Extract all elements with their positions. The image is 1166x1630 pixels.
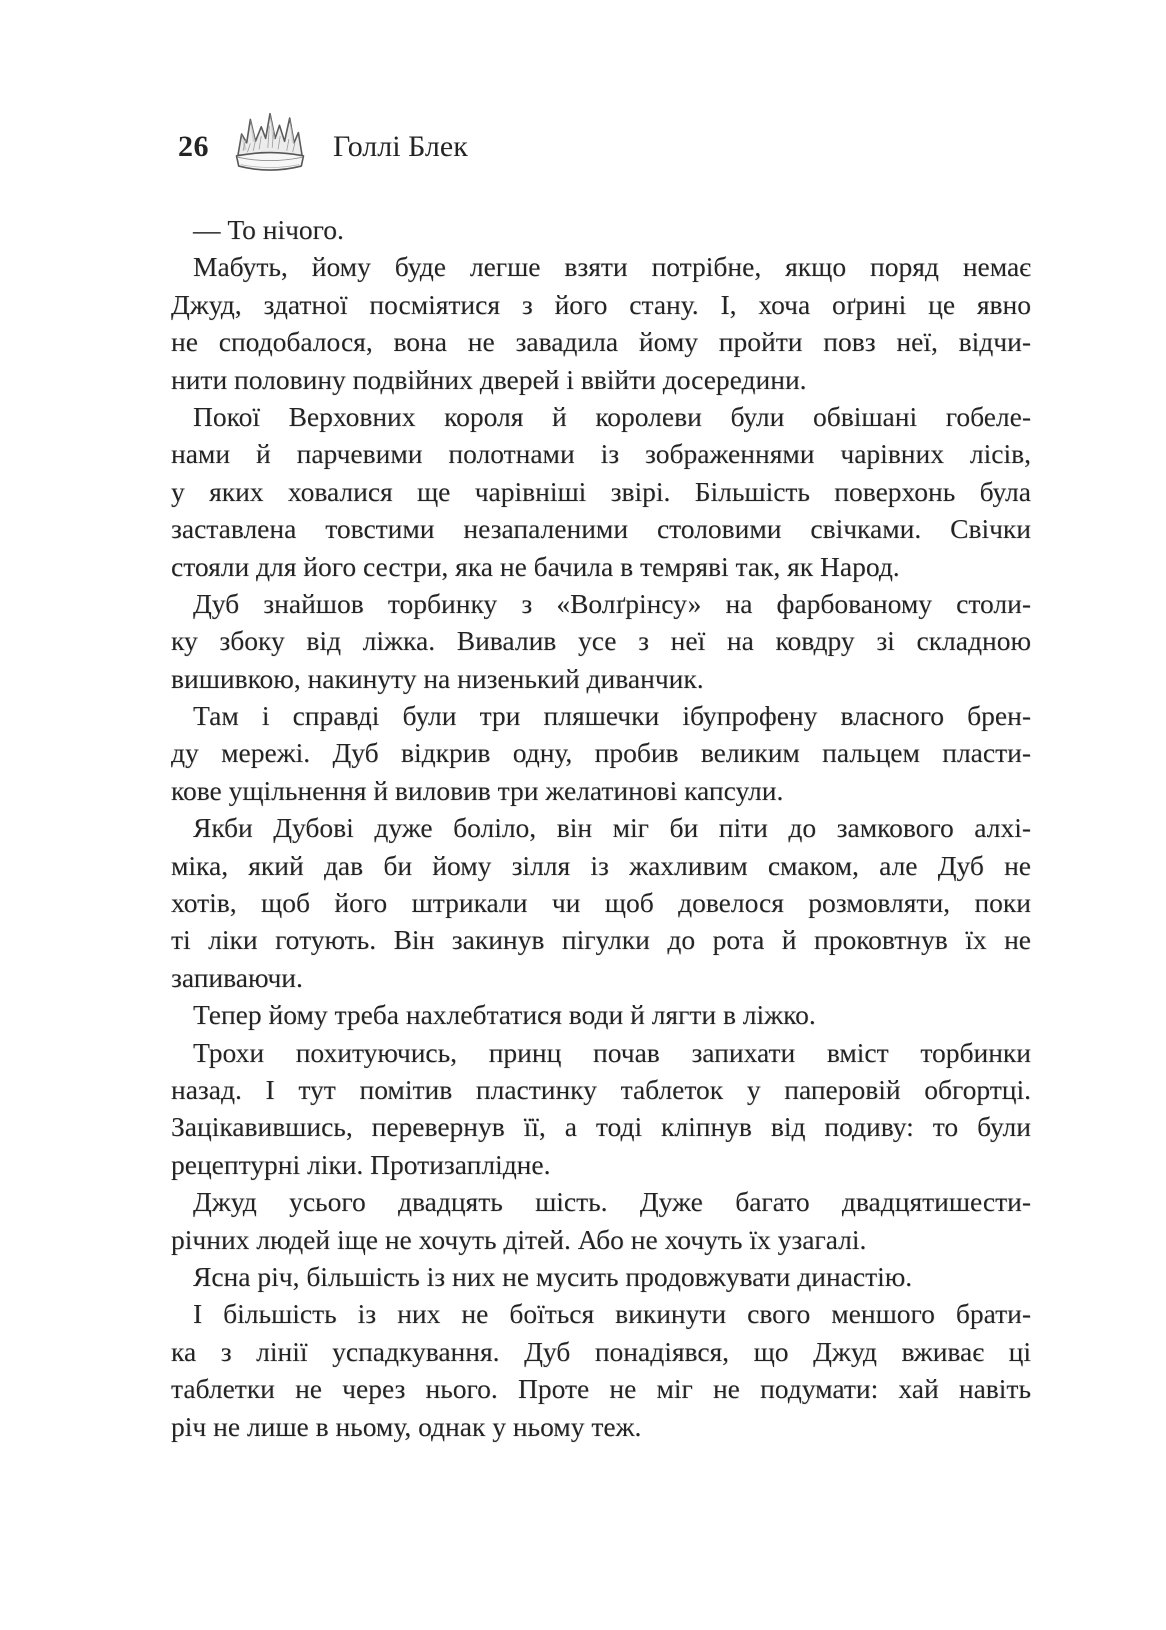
text-line: Джуд усього двадцять шість. Дуже багато двадцятишести- — [193, 1186, 1031, 1218]
text-line: міка, який дав би йому зілля із жахливим смаком, але Дуб не — [171, 849, 1031, 881]
text-line: запиваючи. — [171, 961, 303, 993]
page-body — [171, 211, 1031, 1445]
text-line: рецептурні ліки. Протизаплідне. — [171, 1148, 551, 1180]
text-line: Покої Верховних короля й королеви були обвішані гобеле- — [193, 400, 1031, 432]
text-line: Ясна річ, більшість із них не мусить продовжувати династію. — [193, 1260, 913, 1292]
text-line: річних людей іще не хочуть дітей. Або не хочуть їх узагалі. — [171, 1223, 867, 1255]
text-line: таблетки не через нього. Проте не міг не подумати: хай навіть — [171, 1373, 1031, 1405]
paragraph — [171, 398, 1031, 585]
paragraph — [171, 1258, 1031, 1295]
text-line: заставлена товстими незапаленими столовими свічками. Свічки — [171, 513, 1031, 545]
paragraph — [171, 211, 1031, 248]
text-line: Мабуть, йому буде легше взяти потрібне, якщо поряд немає — [193, 251, 1031, 283]
text-line: річ не лише в ньому, однак у ньому теж. — [171, 1410, 642, 1442]
paragraph — [171, 1295, 1031, 1445]
paragraph — [171, 697, 1031, 809]
text-line: нити половину подвійних дверей і ввійти досередини. — [171, 363, 807, 395]
text-line: І більшість із них не боїться викинути свого меншого брати- — [193, 1298, 1031, 1330]
paragraph — [171, 585, 1031, 697]
text-line: хотів, щоб його штрикали чи щоб довелося розмовляти, поки — [171, 887, 1031, 919]
paragraph — [171, 1183, 1031, 1258]
text-line: у яких ховалися ще чарівніші звірі. Більшість поверхонь була — [171, 475, 1031, 507]
running-header-author: Голлі Блек — [333, 130, 468, 163]
text-line: ку збоку від ліжка. Вивалив усе з неї на ковдру зі складною — [171, 625, 1031, 657]
text-line: ті ліки готують. Він закинув пігулки до рота й проковтнув їх не — [171, 924, 1031, 956]
text-line: Джуд, здатної посміятися з його стану. І, хоча оґрині це явно — [171, 288, 1031, 320]
text-line: Там і справді були три пляшечки ібупрофену власного брен- — [193, 700, 1031, 732]
text-line: не сподобалося, вона не завадила йому пройти повз неї, відчи- — [171, 326, 1031, 358]
text-line: назад. І тут помітив пластинку таблеток у паперовій обгортці. — [171, 1073, 1031, 1105]
text-line: ду мережі. Дуб відкрив одну, пробив великим пальцем пласти- — [171, 737, 1031, 769]
paragraph — [171, 996, 1031, 1033]
paragraph — [171, 1034, 1031, 1184]
text-line: Зацікавившись, перевернув її, а тоді кліпнув від подиву: то були — [171, 1111, 1031, 1143]
page-number: 26 — [178, 130, 209, 163]
text-line: кове ущільнення й виловив три желатинові капсули. — [171, 774, 784, 806]
text-line: Якби Дубові дуже боліло, він міг би піти до замкового алхі- — [193, 812, 1031, 844]
text-line: стояли для його сестри, яка не бачила в темряві так, як Народ. — [171, 550, 900, 582]
text-line: — То нічого. — [193, 214, 344, 245]
text-line: нами й парчевими полотнами із зображеннями чарівних лісів, — [171, 438, 1031, 470]
text-line: Трохи похитуючись, принц почав запихати вміст торбинки — [193, 1036, 1031, 1068]
text-line: Дуб знайшов торбинку з «Волґрінсу» на фарбованому столи- — [193, 587, 1031, 619]
text-line: Тепер йому треба нахлебтатися води й лягти в ліжко. — [193, 999, 816, 1031]
paragraph — [171, 248, 1031, 398]
crown-icon — [226, 110, 314, 177]
text-line: вишивкою, накинуту на низенький диванчик. — [171, 662, 704, 694]
text-line: ка з лінії успадкування. Дуб понадіявся, що Джуд вживає ці — [171, 1335, 1031, 1367]
paragraph — [171, 809, 1031, 996]
